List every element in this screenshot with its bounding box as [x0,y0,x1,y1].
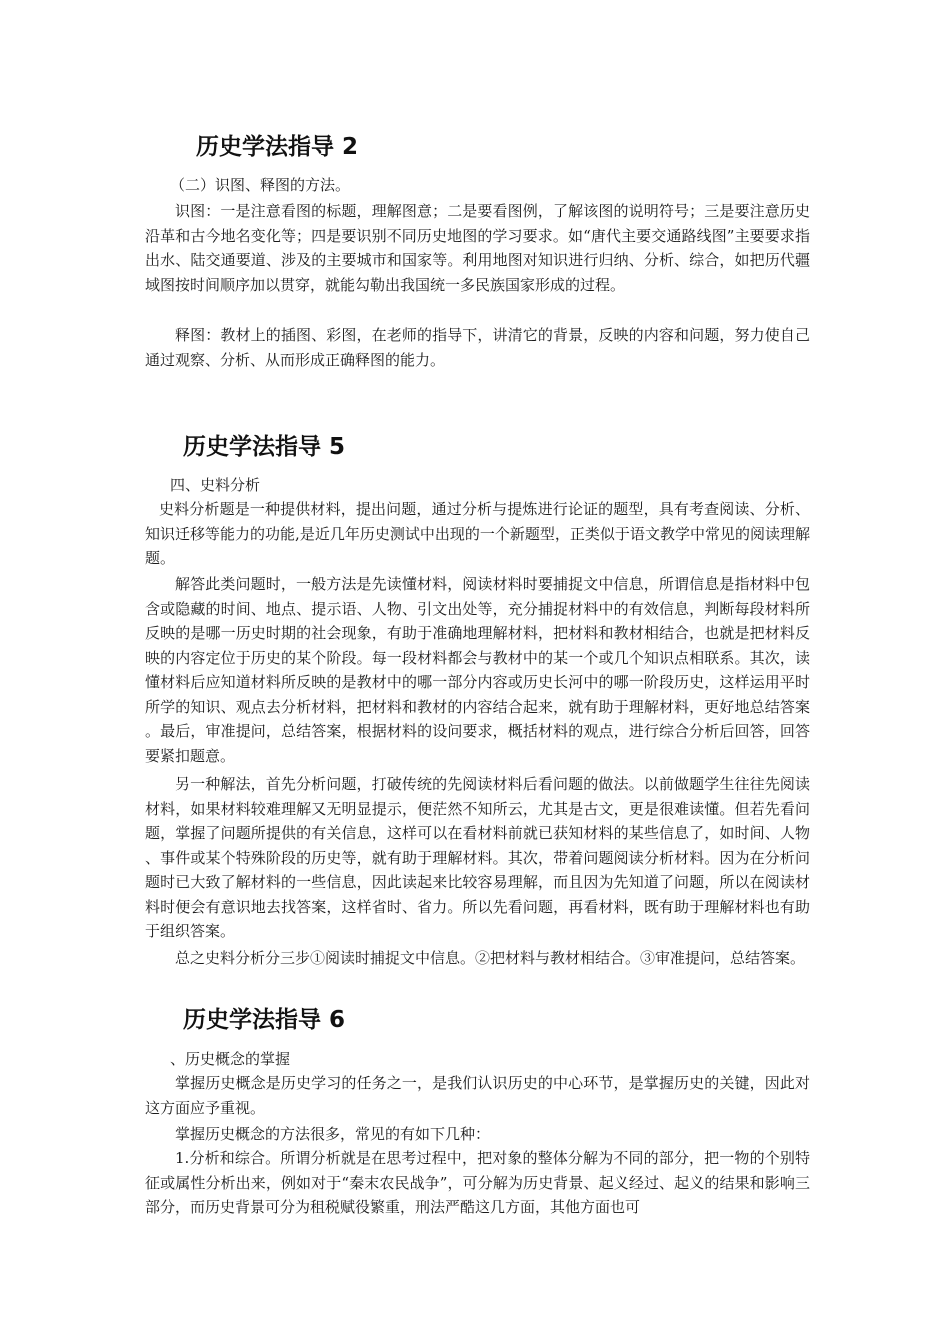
paragraph: 解答此类问题时，一般方法是先读懂材料，阅读材料时要捕捉文中信息，所谓信息是指材料中包含或隐藏的时间、地点、提示语、人物、引文出处等，充分捕捉材料中的有效信息，判断每段材料所反映的是哪一历史时期的社会现象，有助于准确地理解材料，把材料和教材相结合，也就是把材料反映的内容定位于历史的某个阶段。每一段材料都会与教材中的某一个或几个知识点相联系。其次，读懂材料后应知道材料所反映的是教材中的哪一部分内容或历史长河中的哪一阶段历史，这样运用平时所学的知识、观点去分析材料，把材料和教材的内容结合起来，就有助于理解材料，更好地总结答案。最后，审准提问，总结答案，根据材料的设问要求，概括材料的观点，进行综合分析后回答，回答要紧扣题意。 [145,575,810,765]
section-title: 历史学法指导 5 [183,434,346,460]
paragraph: 识图：一是注意看图的标题，理解图意；二是要看图例，了解该图的说明符号；三是要注意历史沿革和古今地名变化等；四是要识别不同历史地图的学习要求。如“唐代主要交通路线图”主要要求指出水、陆交通要道、涉及的主要城市和国家等。利用地图对知识进行归纳、分析、综合，如把历代疆域图按时间顺序加以贯穿，就能勾勒出我国统一多民族国家形成的过程。 [145,202,810,294]
paragraph: 掌握历史概念是历史学习的任务之一，是我们认识历史的中心环节，是掌握历史的关键，因此对这方面应予重视。 [145,1074,810,1117]
section-subtitle: 、历史概念的掌握 [170,1050,291,1068]
paragraph: 总之史料分析分三步①阅读时捕捉文中信息。②把材料与教材相结合。③审准提问，总结答案。 [175,949,806,967]
paragraph: 史料分析题是一种提供材料，提出问题，通过分析与提炼进行论证的题型，具有考查阅读、分析、知识迁移等能力的功能,是近几年历史测试中出现的一个新题型，正类似于语文教学中常见的阅读理解题。 [145,500,810,567]
paragraph: 释图：教材上的插图、彩图，在老师的指导下，讲清它的背景，反映的内容和问题，努力使自己通过观察、分析、从而形成正确释图的能力。 [145,326,810,369]
paragraph: 另一种解法，首先分析问题，打破传统的先阅读材料后看问题的做法。以前做题学生往往先阅读材料，如果材料较难理解又无明显提示，便茫然不知所云，尤其是古文，更是很难读懂。但若先看问题，掌握了问题所提供的有关信息，这样可以在看材料前就已获知材料的某些信息了，如时间、人物、事件或某个特殊阶段的历史等，就有助于理解材料。其次，带着问题阅读分析材料。因为在分析问题时已大致了解材料的一些信息，因此读起来比较容易理解，而且因为先知道了问题，所以在阅读材料时便会有意识地去找答案，这样省时、省力。所以先看问题，再看材料，既有助于理解材料也有助于组织答案。 [145,775,810,940]
paragraph: 掌握历史概念的方法很多，常见的有如下几种： [175,1125,491,1143]
section-title: 历史学法指导 6 [183,1007,346,1033]
section-title: 历史学法指导 2 [196,134,359,160]
section-subtitle: （二）识图、释图的方法。 [170,176,351,194]
paragraph: 1.分析和综合。所谓分析就是在思考过程中，把对象的整体分解为不同的部分，把一物的个别特征或属性分析出来，例如对于“秦末农民战争”，可分解为历史背景、起义经过、起义的结果和影响三部分，而历史背景可分为租税赋役繁重，刑法严酷这几方面，其他方面也可 [145,1149,810,1216]
section-subtitle: 四、史料分析 [170,476,261,494]
